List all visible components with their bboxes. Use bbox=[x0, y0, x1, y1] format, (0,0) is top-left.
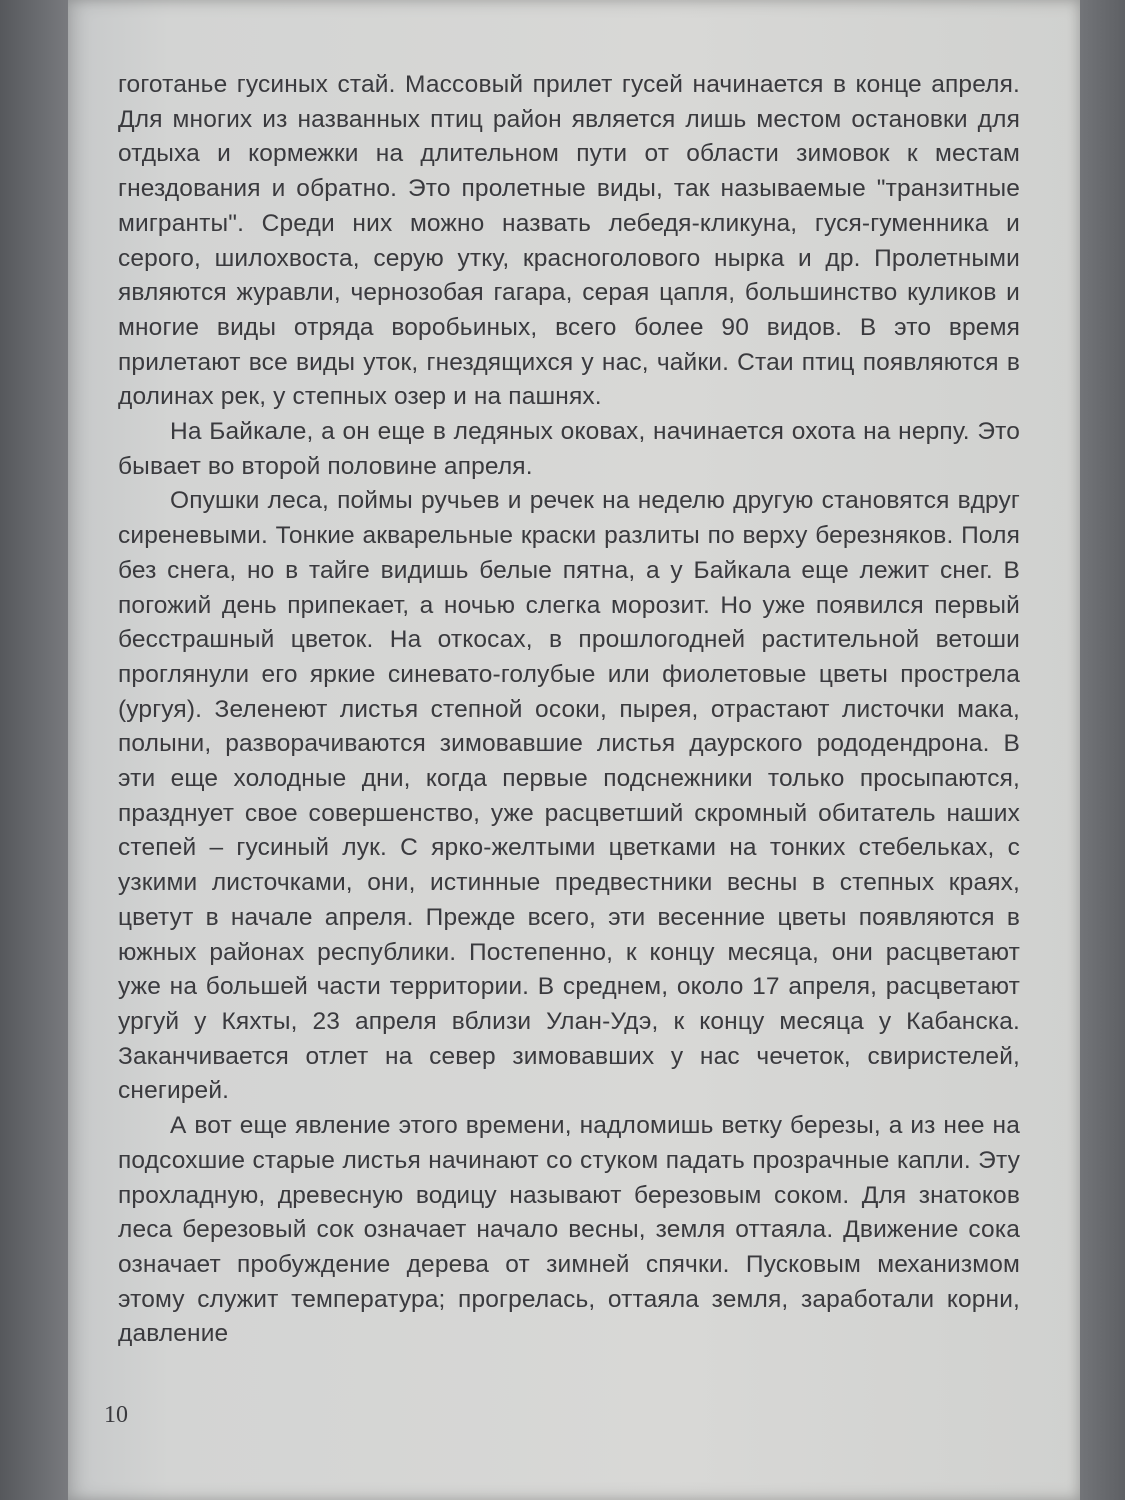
background-right-edge bbox=[1077, 0, 1125, 1500]
paragraph-1: гоготанье гусиных стай. Массовый прилет гусей начинается в конце апреля. Для многих из названных птиц район является лишь местом остановки для отдыха и кормежки на длительном пути от области зимовок к местам гнездования и обратно. Это пролетные виды, так называемые "транзитные мигранты". Среди них можно назвать лебедя-кликуна, гуся-гуменника и серого, шилохвоста, серую утку, красноголового нырка и др. Пролетными являются журавли, чернозобая гагара, серая цапля, большинство куликов и многие виды отряда воробьиных, всего более 90 видов. В это время прилетают все виды уток, гнездящихся у нас, чайки. Стаи птиц появляются в долинах рек, у степных озер и на пашнях. bbox=[118, 71, 1020, 411]
background-left-edge bbox=[0, 0, 70, 1500]
paragraph-3: Опушки леса, поймы ручьев и речек на неделю другую становятся вдруг сиреневыми. Тонкие акварельные краски разлиты по верху березняков. Поля без снега, но в тайге видишь белые пятна, а у Байкала еще лежит снег. В погожий день припекает, а ночью слегка морозит. Но уже появился первый бесстрашный цветок. На откосах, в прошлогодней растительной ветоши проглянули его яркие синевато-голубые или фиолетовые цветы прострела (ургуя). Зеленеют листья степной осоки, пырея, отрастают листочки мака, полыни, разворачиваются зимовавшие листья даурского рододендрона. В эти еще холодные дни, когда первые подснежники только просыпаются, празднует свое совершенство, уже расцветший скромный обитатель наших степей – гусиный лук. С ярко-желтыми цветками на тонких стебельках, с узкими листочками, они, истинные предвестники весны в степных краях, цветут в начале апреля. Прежде всего, эти весенние цветы появляются в южных районах республики. Постепенно, к концу месяца, они расцветают уже на большей части территории. В среднем, около 17 апреля, расцветают ургуй у Кяхты, 23 апреля вблизи Улан-Удэ, к концу месяца у Кабанска. Заканчивается отлет на север зимовавших у нас чечеток, свиристелей, снегирей. bbox=[118, 487, 1020, 1105]
paragraph-2: На Байкале, а он еще в ледяных оковах, начинается охота на нерпу. Это бывает во второй половине апреля. bbox=[118, 418, 1020, 480]
page-body-text bbox=[118, 68, 1020, 1352]
paragraph-4: А вот еще явление этого времени, надломишь ветку березы, а из нее на подсохшие старые листья начинают со стуком падать прозрачные капли. Эту прохладную, древесную водицу называют березовым соком. Для знатоков леса березовый сок означает начало весны, земля оттаяла. Движение сока означает пробуждение дерева от зимней спячки. Пусковым механизмом этому служит температура; прогрелась, оттаяла земля, заработали корни, давление bbox=[118, 1112, 1020, 1348]
page-number: 10 bbox=[104, 1402, 128, 1428]
